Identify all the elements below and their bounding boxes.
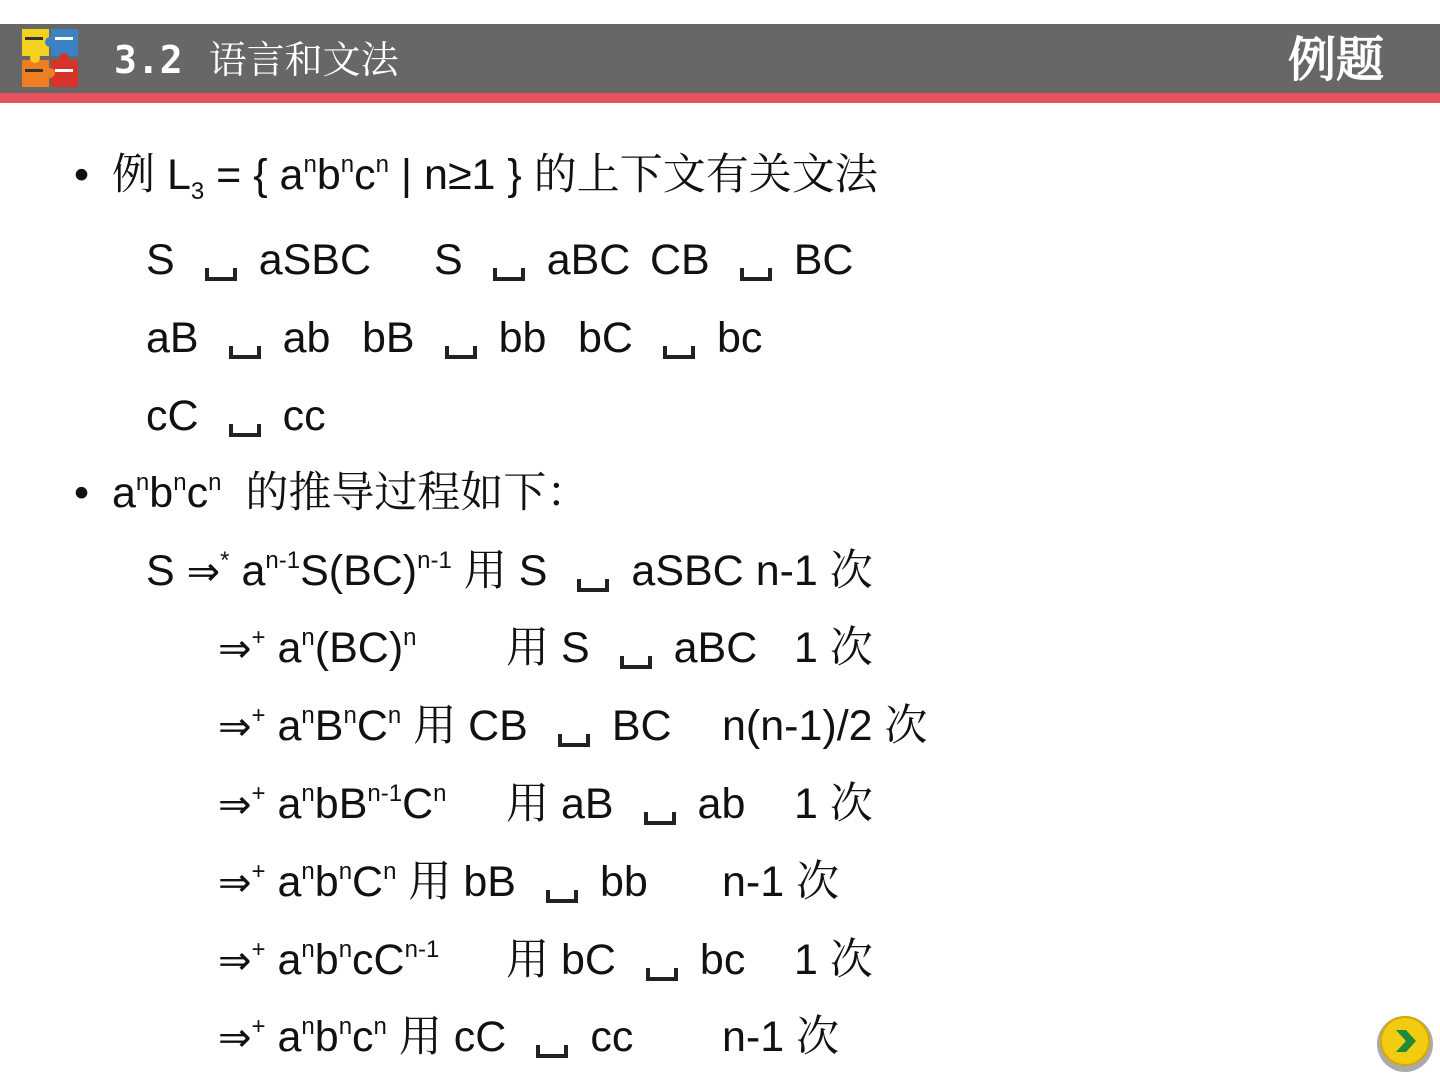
symbol-a: a [112, 469, 136, 517]
rule-rhs: ab [697, 780, 746, 828]
closure-plus: + [251, 624, 266, 651]
rule-used: 用 CB [413, 702, 528, 750]
rule-rhs: BC [611, 702, 672, 750]
section-number: 3.2 [114, 38, 183, 82]
start-symbol: S [146, 547, 175, 595]
derivation-step-5-count: n-1 次 [722, 858, 840, 906]
symbol-a: a [277, 624, 302, 672]
closure-plus: + [251, 936, 266, 963]
implies-icon: ⇒ [218, 860, 252, 906]
sentential-form: S(BC) [300, 547, 418, 595]
rule-rhs: aSBC [258, 236, 372, 284]
set-description: | n≥1 } 的上下文有关文法 [388, 151, 878, 199]
exponent: n [208, 469, 222, 496]
rule-lhs: bC [578, 314, 633, 362]
rule-rhs: ab [282, 314, 331, 362]
production-arrow-icon [445, 346, 477, 359]
implies-icon: ⇒ [218, 782, 252, 828]
implies-icon: ⇒ [186, 549, 221, 595]
exponent: n [340, 151, 355, 178]
rule-used: 用 S [506, 624, 590, 672]
exponent: n-1 [265, 547, 301, 574]
exponent: n [338, 858, 353, 885]
exponent: n [338, 936, 353, 963]
closure-plus: + [251, 1013, 266, 1040]
rule-rhs: aBC [673, 624, 758, 672]
derivation-step-2-count: 1 次 [794, 624, 873, 672]
rule-line-1 [146, 235, 371, 285]
next-arrow-icon[interactable] [1382, 1018, 1428, 1064]
rule-used: 用 cC [398, 1013, 507, 1061]
production-arrow-icon [663, 346, 695, 359]
symbol-c: c [186, 469, 209, 517]
symbol-b: b [314, 1013, 339, 1061]
implies-icon: ⇒ [218, 626, 252, 672]
production-arrow-icon [229, 424, 261, 437]
derivation-step-7-count: n-1 次 [722, 1013, 840, 1061]
rule-used: 用 aB [506, 780, 614, 828]
derivation-step-6-rule [506, 935, 745, 985]
derivation-step-4-rule [506, 779, 745, 829]
language-subscript: 3 [190, 178, 205, 205]
rule-line-1b [434, 235, 630, 285]
production-arrow-icon [205, 268, 237, 281]
closure-plus: + [251, 780, 266, 807]
exponent: n [343, 702, 357, 729]
exponent: n [301, 936, 315, 963]
bullet-1-text [112, 150, 878, 205]
header-stripe [0, 93, 1440, 103]
derivation-step-5 [218, 857, 648, 908]
bullet-2-marker: • [74, 469, 90, 517]
application-count: n-1 次 [755, 547, 873, 595]
rule-lhs: S [434, 236, 463, 284]
exponent: n [387, 702, 402, 729]
rule-used: 用 bB [408, 858, 516, 906]
exponent: n [301, 858, 315, 885]
exponent: n [433, 780, 447, 807]
corner-title: 例题 [1287, 32, 1384, 88]
symbol-b: b [314, 780, 339, 828]
symbol-C: C [356, 702, 388, 750]
rule-rhs: bb [599, 858, 648, 906]
derivation-step-2-rule [506, 623, 757, 673]
exponent: n [383, 858, 397, 885]
production-arrow-icon [536, 1045, 568, 1058]
section-title [114, 38, 399, 82]
implies-icon: ⇒ [218, 1015, 252, 1061]
rule-rhs: bc [699, 936, 746, 984]
symbol-C: C [373, 936, 405, 984]
symbol-b: b [314, 936, 339, 984]
closure-plus: + [251, 858, 266, 885]
symbol-c: c [352, 1013, 374, 1061]
exponent: n [301, 702, 315, 729]
bullet-2-text [112, 468, 589, 518]
rule-rhs: BC [793, 236, 854, 284]
symbol-a: a [277, 936, 302, 984]
sentential-form: (BC) [314, 624, 404, 672]
symbol-C: C [402, 780, 434, 828]
symbol-B: B [338, 780, 368, 828]
production-arrow-icon [620, 656, 652, 669]
rule-lhs: S [146, 236, 175, 284]
derivation-step-2 [218, 623, 417, 674]
example-label: 例 [112, 151, 167, 199]
symbol-b: b [314, 858, 339, 906]
rule-rhs: aSBC [631, 547, 744, 595]
symbol-c: c [354, 151, 376, 199]
rule-rhs: aBC [546, 236, 631, 284]
rule-rhs: bb [498, 314, 547, 362]
exponent: n [135, 469, 150, 496]
language-symbol: L [166, 151, 191, 199]
derivation-step-3 [218, 701, 672, 752]
symbol-a: a [277, 1013, 302, 1061]
set-open: = { a [204, 151, 304, 199]
production-arrow-icon [558, 734, 590, 747]
derivation-intro: 的推导过程如下： [245, 469, 590, 517]
production-arrow-icon [493, 268, 525, 281]
symbol-a: a [277, 780, 302, 828]
derivation-step-6 [218, 935, 439, 986]
exponent: n [373, 1013, 387, 1040]
rule-rhs: cc [282, 392, 326, 440]
symbol-c: c [352, 936, 374, 984]
production-arrow-icon [644, 812, 676, 825]
closure-plus: + [251, 702, 266, 729]
puzzle-logo-icon [22, 29, 78, 87]
rule-line-1c [650, 235, 853, 285]
exponent: n-1 [404, 936, 440, 963]
rule-line-3 [146, 391, 326, 441]
production-arrow-icon [577, 579, 609, 592]
exponent: n [303, 151, 317, 178]
rule-line-2 [146, 313, 330, 363]
rule-rhs: bc [716, 314, 763, 362]
exponent: n [403, 624, 417, 651]
symbol-C: C [352, 858, 384, 906]
implies-icon: ⇒ [218, 704, 252, 750]
derivation-step-1 [146, 546, 873, 597]
exponent: n [301, 780, 315, 807]
exponent: n [375, 151, 389, 178]
production-arrow-icon [740, 268, 772, 281]
symbol-a: a [241, 547, 266, 595]
production-arrow-icon [546, 890, 578, 903]
exponent: n [173, 469, 187, 496]
symbol-a: a [277, 858, 302, 906]
next-slide-button[interactable] [1377, 1016, 1433, 1072]
derivation-step-3-count: n(n-1)/2 次 [722, 702, 928, 750]
symbol-b: b [149, 469, 174, 517]
rule-used: 用 S [463, 547, 548, 595]
derivation-step-4-count: 1 次 [794, 780, 873, 828]
exponent: n [301, 1013, 315, 1040]
rule-line-2b [362, 313, 546, 363]
production-arrow-icon [646, 968, 678, 981]
symbol-B: B [314, 702, 344, 750]
implies-icon: ⇒ [218, 938, 252, 984]
rule-line-2c [578, 313, 762, 363]
symbol-b: b [316, 151, 341, 199]
rule-rhs: cc [590, 1013, 634, 1061]
bullet-1-marker: • [74, 151, 90, 199]
rule-lhs: bB [362, 314, 415, 362]
derivation-step-6-count: 1 次 [794, 936, 873, 984]
next-button-face[interactable] [1380, 1016, 1430, 1066]
derivation-step-7 [218, 1012, 633, 1063]
rule-lhs: aB [146, 314, 199, 362]
symbol-a: a [277, 702, 302, 750]
exponent: n [301, 624, 315, 651]
rule-lhs: CB [650, 236, 710, 284]
section-name: 语言和文法 [208, 38, 399, 82]
rule-used: 用 bC [506, 936, 616, 984]
exponent: n-1 [367, 780, 403, 807]
exponent: n [338, 1013, 353, 1040]
derivation-step-4 [218, 779, 446, 830]
rule-lhs: cC [146, 392, 199, 440]
exponent: n-1 [417, 547, 452, 574]
production-arrow-icon [229, 346, 261, 359]
closure-star: * [220, 547, 230, 574]
